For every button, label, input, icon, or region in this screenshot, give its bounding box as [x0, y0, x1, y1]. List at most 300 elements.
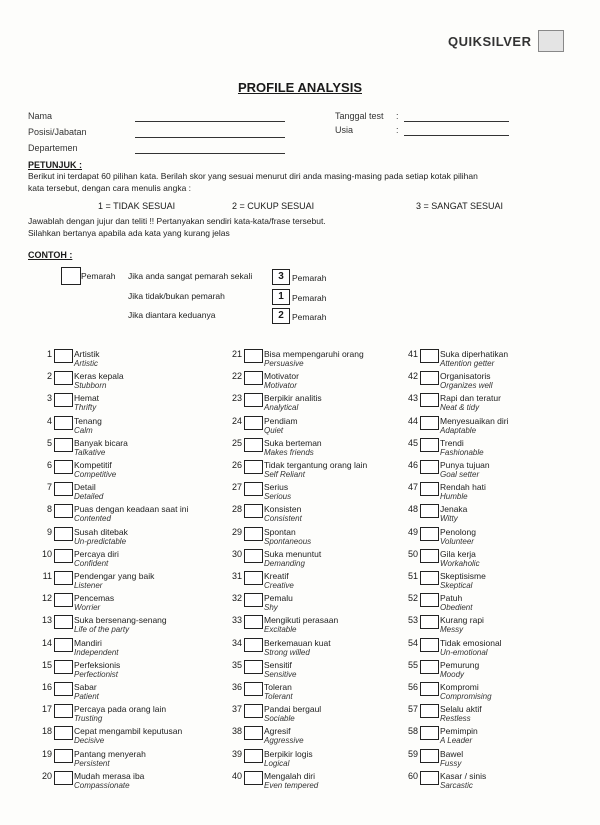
scale-1: 1 = TIDAK SESUAI [98, 201, 176, 211]
item-number: 56 [407, 682, 418, 692]
list-item [398, 482, 573, 504]
list-item [32, 416, 207, 438]
score-box[interactable] [54, 660, 73, 674]
item-word: Kompromi [440, 682, 479, 692]
score-box[interactable] [54, 682, 73, 696]
item-number: 45 [407, 437, 418, 448]
list-item [32, 527, 207, 549]
score-box[interactable] [420, 615, 439, 629]
item-number: 38 [231, 726, 242, 737]
score-box[interactable] [244, 371, 263, 385]
list-item [398, 638, 573, 660]
contoh-checkbox[interactable] [61, 267, 81, 285]
page-title: PROFILE ANALYSIS [237, 80, 362, 95]
item-english: Even tempered [264, 780, 319, 790]
list-item [398, 549, 573, 571]
petunjuk-text: Silahkan bertanya apabila ada kata yang kurang jelas [28, 228, 230, 238]
list-item [32, 482, 207, 504]
item-number: 13 [41, 615, 52, 626]
item-word: Suka diperhatikan [440, 349, 509, 359]
item-english: Talkative [74, 447, 106, 457]
item-word: Bisa mempengaruhi orang [264, 349, 364, 359]
item-english: Strong willed [264, 647, 310, 657]
item-word: Pandai bergaul [264, 704, 322, 715]
item-english: Neat & tidy [440, 403, 480, 413]
score-box[interactable] [244, 416, 263, 430]
item-number: 8 [46, 504, 52, 515]
score-box[interactable] [420, 682, 439, 696]
contoh-condition: Jika anda sangat pemarah sekali [128, 271, 253, 281]
item-number: 10 [41, 548, 52, 559]
item-number: 57 [407, 704, 418, 715]
item-number: 7 [46, 482, 52, 493]
list-item [32, 371, 207, 393]
item-word: Kasar / sinis [440, 770, 487, 781]
item-number: 51 [407, 571, 418, 581]
score-box[interactable] [54, 771, 73, 785]
item-number: 2 [46, 371, 52, 382]
list-item [398, 571, 573, 593]
tanggal-field[interactable] [404, 121, 509, 122]
item-english: Trusting [74, 714, 103, 724]
item-number: 54 [407, 637, 418, 648]
list-item [222, 771, 397, 793]
score-box[interactable] [54, 615, 73, 629]
score-box[interactable] [420, 460, 439, 474]
item-word: Percaya diri [74, 548, 119, 559]
contoh-condition: Jika tidak/bukan pemarah [128, 291, 225, 301]
item-word: Sensitif [264, 659, 292, 670]
item-number: 53 [407, 615, 418, 626]
list-item [222, 726, 397, 748]
item-english: Persistent [74, 758, 110, 768]
item-word: Susah ditebak [74, 526, 128, 537]
score-box[interactable] [420, 660, 439, 674]
list-item [398, 749, 573, 771]
label-nama: Nama [28, 111, 53, 121]
item-number: 6 [46, 460, 52, 470]
item-number: 15 [41, 659, 52, 670]
item-number: 14 [41, 637, 52, 648]
score-box[interactable] [244, 682, 263, 696]
score-box[interactable] [420, 638, 439, 652]
list-item [398, 704, 573, 726]
score-box[interactable] [244, 593, 263, 607]
item-english: Fussy [440, 758, 462, 768]
departemen-field[interactable] [135, 153, 285, 154]
item-number: 37 [231, 704, 242, 715]
score-box[interactable] [54, 638, 73, 652]
score-box[interactable] [54, 460, 73, 474]
list-item [398, 771, 573, 793]
item-word: Selalu aktif [440, 704, 482, 715]
list-item [32, 504, 207, 526]
item-number: 36 [231, 682, 242, 692]
item-word: Detail [74, 482, 96, 493]
list-item [398, 660, 573, 682]
list-item [222, 504, 397, 526]
list-item [222, 438, 397, 460]
item-number: 35 [231, 659, 242, 670]
item-word: Pendengar yang baik [74, 571, 155, 581]
item-number: 24 [231, 415, 242, 426]
score-box[interactable] [420, 371, 439, 385]
item-number: 1 [46, 349, 52, 359]
score-box[interactable] [54, 438, 73, 452]
list-item [32, 726, 207, 748]
list-item [222, 593, 397, 615]
score-box[interactable] [244, 438, 263, 452]
list-item [398, 460, 573, 482]
list-item [222, 660, 397, 682]
item-word: Jenaka [440, 504, 468, 515]
list-item [222, 527, 397, 549]
list-item [222, 371, 397, 393]
item-number: 33 [231, 615, 242, 626]
score-box[interactable] [54, 527, 73, 541]
score-box[interactable] [420, 726, 439, 740]
item-english: Stubborn [74, 381, 107, 391]
item-word: Kreatif [264, 571, 289, 581]
brand-logo: QUIKSILVER [448, 34, 532, 49]
item-number: 55 [407, 659, 418, 670]
list-item [222, 393, 397, 415]
score-box[interactable] [244, 704, 263, 718]
score-box[interactable] [54, 593, 73, 607]
item-english: Contented [74, 514, 111, 524]
item-word: Penolong [440, 526, 476, 537]
item-english: Moody [440, 669, 465, 679]
score-box[interactable] [244, 749, 263, 763]
item-number: 18 [41, 726, 52, 737]
list-item [398, 349, 573, 371]
item-english: Humble [440, 492, 468, 502]
list-item [398, 416, 573, 438]
item-word: Mudah merasa iba [74, 770, 145, 781]
score-box[interactable] [420, 438, 439, 452]
list-item [398, 726, 573, 748]
item-english: Demanding [264, 558, 305, 568]
contoh-row-word: Pemarah [292, 293, 327, 303]
logo-icon [538, 30, 564, 52]
item-english: Shy [264, 603, 278, 613]
list-item [222, 615, 397, 637]
item-word: Skeptisisme [440, 571, 486, 581]
item-english: Decisive [74, 736, 105, 746]
item-number: 21 [231, 349, 242, 359]
item-word: Agresif [264, 726, 291, 737]
item-word: Punya tujuan [440, 460, 490, 470]
list-item [222, 571, 397, 593]
score-box[interactable] [54, 749, 73, 763]
item-word: Rapi dan teratur [440, 393, 501, 404]
score-box[interactable] [54, 726, 73, 740]
item-word: Trendi [440, 437, 464, 448]
item-number: 28 [231, 504, 242, 515]
score-box[interactable] [244, 726, 263, 740]
item-english: Listener [74, 581, 103, 590]
item-english: Aggressive [264, 736, 304, 746]
item-number: 44 [407, 415, 418, 426]
item-english: Confident [74, 558, 109, 568]
score-box[interactable] [54, 416, 73, 430]
list-item [398, 527, 573, 549]
list-item [32, 549, 207, 571]
item-word: Bawel [440, 748, 464, 759]
item-word: Sabar [74, 682, 97, 692]
item-number: 12 [41, 593, 52, 604]
nama-field[interactable] [135, 121, 285, 122]
score-box[interactable] [420, 504, 439, 518]
score-box[interactable] [244, 660, 263, 674]
item-english: Compromising [440, 692, 492, 701]
item-english: Worrier [74, 603, 101, 613]
item-word: Cepat mengambil keputusan [74, 726, 183, 737]
item-word: Pemurung [440, 659, 480, 670]
item-word: Artistik [74, 349, 100, 359]
item-word: Toleran [264, 682, 292, 692]
item-english: Patient [74, 692, 99, 701]
item-word: Tidak tergantung orang lain [264, 460, 368, 470]
item-word: Pendiam [264, 415, 298, 426]
item-number: 32 [231, 593, 242, 604]
score-box[interactable] [244, 349, 263, 363]
score-box[interactable] [244, 527, 263, 541]
item-english: Goal setter [440, 470, 480, 479]
list-item [398, 393, 573, 415]
item-number: 50 [407, 548, 418, 559]
item-number: 48 [407, 504, 418, 515]
score-box[interactable] [244, 504, 263, 518]
item-number: 3 [46, 393, 52, 404]
item-number: 26 [231, 460, 242, 470]
list-item [398, 371, 573, 393]
petunjuk-text: Jawablah dengan jujur dan teliti !! Pertanyakan sendiri kata-kata/frase tersebut. [28, 216, 326, 226]
item-english: Adaptable [440, 425, 477, 435]
label-usia: Usia [335, 125, 354, 135]
label-posisi: Posisi/Jabatan [28, 127, 87, 137]
item-word: Kurang rapi [440, 615, 484, 626]
item-english: Independent [74, 647, 119, 657]
item-word: Berpikir analitis [264, 393, 322, 404]
list-item [222, 704, 397, 726]
list-item [398, 504, 573, 526]
item-word: Berpikir logis [264, 748, 313, 759]
score-box[interactable] [420, 749, 439, 763]
item-english: Life of the party [74, 625, 130, 635]
item-english: Un-emotional [440, 647, 488, 657]
list-item [222, 482, 397, 504]
item-english: Un-predictable [74, 536, 127, 546]
score-box[interactable] [244, 460, 263, 474]
item-word: Motivator [264, 371, 299, 382]
item-english: Restless [440, 714, 471, 724]
item-word: Rendah hati [440, 482, 486, 493]
item-english: Skeptical [440, 581, 473, 590]
item-word: Percaya pada orang lain [74, 704, 167, 715]
item-english: Artistic [74, 359, 98, 368]
item-english: Creative [264, 581, 294, 590]
item-number: 47 [407, 482, 418, 493]
item-word: Konsisten [264, 504, 302, 515]
item-english: Consistent [264, 514, 302, 524]
score-box[interactable] [244, 393, 263, 407]
item-word: Suka menuntut [264, 548, 322, 559]
score-box[interactable] [420, 593, 439, 607]
item-english: Messy [440, 625, 464, 635]
item-number: 58 [407, 726, 418, 737]
contoh-row-word: Pemarah [292, 312, 327, 322]
list-item [398, 615, 573, 637]
list-item [32, 393, 207, 415]
scale-3: 3 = SANGAT SESUAI [416, 201, 503, 211]
item-english: Sensitive [264, 669, 297, 679]
item-english: Witty [440, 514, 458, 524]
item-word: Mengikuti perasaan [264, 615, 339, 626]
petunjuk-text: kata tersebut, dengan cara menulis angka : [28, 183, 192, 193]
item-english: Self Reliant [264, 470, 305, 479]
contoh-word: Pemarah [81, 271, 116, 281]
item-english: Competitive [74, 470, 117, 479]
item-number: 25 [231, 437, 242, 448]
colon: : [396, 111, 399, 121]
item-english: Sociable [264, 714, 295, 724]
contoh-score: 1 [272, 289, 290, 305]
item-english: Motivator [264, 381, 297, 391]
item-english: Analytical [264, 403, 299, 413]
item-number: 5 [46, 437, 52, 448]
item-word: Pencemas [74, 593, 115, 604]
list-item [222, 638, 397, 660]
item-word: Organisatoris [440, 371, 491, 382]
item-english: Compassionate [74, 780, 130, 790]
item-word: Perfeksionis [74, 659, 121, 670]
petunjuk-heading: PETUNJUK : [28, 160, 83, 170]
score-box[interactable] [54, 371, 73, 385]
item-number: 49 [407, 526, 418, 537]
score-box[interactable] [244, 482, 263, 496]
item-number: 39 [231, 748, 242, 759]
list-item [398, 682, 573, 704]
item-english: A Leader [440, 736, 473, 746]
item-word: Keras kepala [74, 371, 124, 382]
list-item [32, 593, 207, 615]
item-number: 9 [46, 526, 52, 537]
scale-2: 2 = CUKUP SESUAI [232, 201, 315, 211]
item-english: Quiet [264, 425, 284, 435]
score-box[interactable] [420, 549, 439, 563]
score-box[interactable] [54, 571, 73, 585]
item-number: 60 [407, 770, 418, 781]
item-word: Pemalu [264, 593, 293, 604]
item-word: Hemat [74, 393, 100, 404]
item-word: Suka bersenang-senang [74, 615, 167, 626]
item-number: 30 [231, 548, 242, 559]
score-box[interactable] [420, 349, 439, 363]
score-box[interactable] [420, 393, 439, 407]
item-english: Volunteer [440, 536, 474, 546]
contoh-heading: CONTOH : [28, 250, 73, 260]
item-number: 43 [407, 393, 418, 404]
list-item [222, 460, 397, 482]
item-word: Banyak bicara [74, 437, 128, 448]
item-number: 41 [407, 349, 418, 359]
score-box[interactable] [420, 704, 439, 718]
item-english: Organizes well [440, 381, 493, 391]
score-box[interactable] [244, 615, 263, 629]
list-item [32, 438, 207, 460]
item-word: Spontan [264, 526, 296, 537]
score-box[interactable] [54, 393, 73, 407]
item-english: Sarcastic [440, 780, 473, 790]
item-number: 20 [41, 770, 52, 781]
score-box[interactable] [54, 482, 73, 496]
score-box[interactable] [244, 571, 263, 585]
item-english: Makes friends [264, 447, 314, 457]
list-item [222, 549, 397, 571]
item-number: 23 [231, 393, 242, 404]
list-item [32, 749, 207, 771]
score-box[interactable] [54, 704, 73, 718]
label-tanggal: Tanggal test [335, 111, 384, 121]
list-item [398, 593, 573, 615]
list-item [32, 615, 207, 637]
list-item [32, 349, 207, 371]
contoh-row-word: Pemarah [292, 273, 327, 283]
list-item [32, 571, 207, 593]
usia-field[interactable] [404, 135, 509, 136]
petunjuk-text: Berikut ini terdapat 60 pilihan kata. Berilah skor yang sesuai menurut diri anda masing-masing pada setiap kotak pilihan [28, 171, 478, 181]
item-word: Mengalah diri [264, 770, 316, 781]
list-item [222, 349, 397, 371]
score-box[interactable] [420, 771, 439, 785]
contoh-condition: Jika diantara keduanya [128, 310, 216, 320]
item-number: 11 [42, 571, 52, 581]
item-word: Pemimpin [440, 726, 478, 737]
item-word: Suka berteman [264, 437, 322, 448]
item-english: Obedient [440, 603, 473, 613]
item-number: 29 [231, 526, 242, 537]
list-item [398, 438, 573, 460]
list-item [32, 682, 207, 704]
list-item [32, 704, 207, 726]
item-english: Calm [74, 425, 93, 435]
score-box[interactable] [54, 549, 73, 563]
item-number: 17 [41, 704, 52, 715]
score-box[interactable] [244, 771, 263, 785]
list-item [32, 660, 207, 682]
item-number: 40 [231, 770, 242, 781]
contoh-score: 2 [272, 308, 290, 324]
score-box[interactable] [420, 527, 439, 541]
score-box[interactable] [420, 416, 439, 430]
posisi-field[interactable] [135, 137, 285, 138]
score-box[interactable] [244, 549, 263, 563]
item-number: 27 [231, 482, 242, 493]
score-box[interactable] [420, 482, 439, 496]
item-english: Perfectionist [74, 669, 119, 679]
score-box[interactable] [244, 638, 263, 652]
score-box[interactable] [54, 349, 73, 363]
item-english: Serious [264, 492, 292, 502]
colon: : [396, 125, 399, 135]
list-item [32, 460, 207, 482]
contoh-score: 3 [272, 269, 290, 285]
list-item [32, 771, 207, 793]
score-box[interactable] [54, 504, 73, 518]
item-english: Spontaneous [264, 536, 312, 546]
score-box[interactable] [420, 571, 439, 585]
